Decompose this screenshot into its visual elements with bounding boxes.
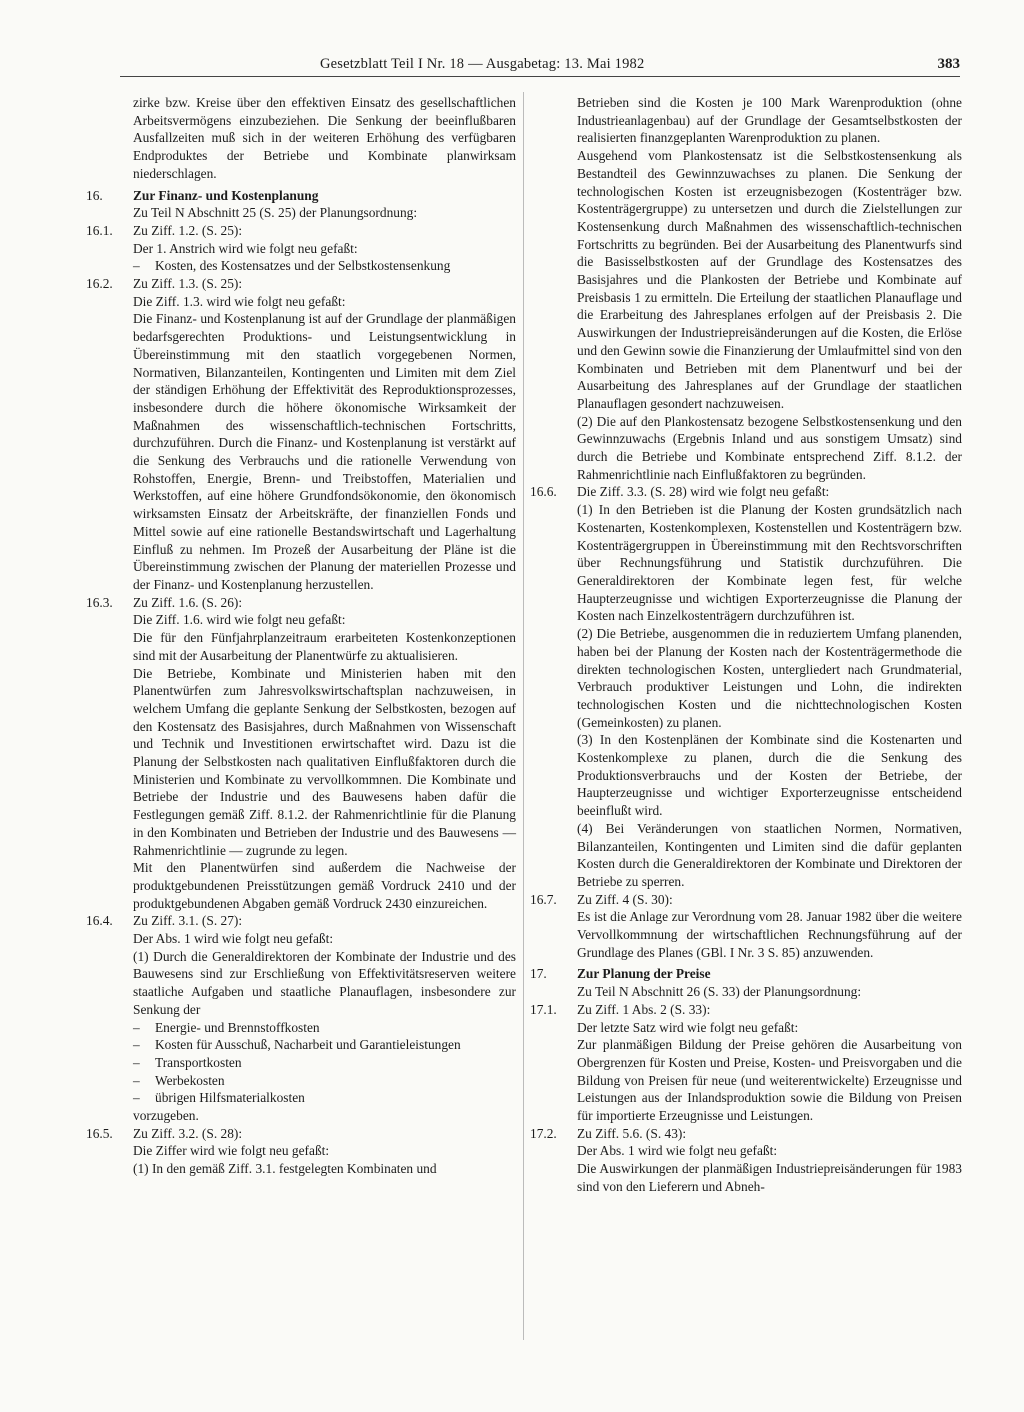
- section-body: (1) In den gemäß Ziff. 3.1. festgelegten Kombinaten und: [133, 1161, 437, 1177]
- section-16-3: [86, 594, 516, 913]
- section-17: [530, 965, 962, 1000]
- dash-item: – Kosten für Ausschuß, Nacharbeit und Garantieleistungen: [133, 1036, 516, 1054]
- section-16-7: [530, 891, 962, 962]
- section-paragraph: Mit den Planentwürfen sind außerdem die Nachweise der produktgebundenen Preisstützungen gemäß Vordruck 2410 und der produktgebundenen Abgaben gemäß Vordruck 2430 einzureichen.: [133, 860, 516, 911]
- section-heading: Zur Finanz- und Kostenplanung: [133, 187, 319, 203]
- dash-item: – Energie- und Brennstoffkosten: [133, 1019, 516, 1037]
- intro-text: zirke bzw. Kreise über den effektiven Einsatz des gesellschaftlichen Arbeitsvermögens einzubeziehen. Die Senkung der beeinflußbaren Ausfallzeiten muß sich in der weiteren Erhöhung des verfügbaren Endproduktes der Betriebe und Kombinate planwirksam niederschlagen.: [133, 95, 516, 181]
- section-body: (1) Durch die Generaldirektoren der Kombinate der Industrie und des Bauwesens sind zur Erschließung von Effektivitätsreserven weitere staatliche Aufgaben und staatliche Planauflagen, insbesondere zur Senkung der: [133, 948, 516, 1017]
- section-heading: Zur Planung der Preise: [577, 966, 711, 982]
- page-header: [120, 56, 960, 77]
- section-ref: Zu Ziff. 4 (S. 30):: [577, 891, 673, 907]
- section-paragraph: Die Betriebe, Kombinate und Ministerien haben mit den Planentwürfen zum Jahresvolkswirtschaftsplan nachzuweisen, in welchem Umfang die geplante Senkung der Selbstkosten, bezogen auf den Kostensatz des Basisjahres, durch Maßnahmen von Wissenschaft und Technik und Investitionen erwirtschaftet wird. Dazu ist die Planung der Selbstkosten nach qualitativen Einflußfaktoren durch die Ministerien und Kombinate zu vervollkommnen. Die Kombinate und Betriebe der Industrie und des Bauwesens haben dafür die Festlegungen gemäß Ziff. 8.1.2. der Rahmenrichtlinie für die Planung in den Kombinaten und Betrieben der Industrie und des Bauwesens — Rahmenrichtlinie — zugrunde zu legen.: [133, 665, 516, 858]
- section-text: Die Ziff. 1.3. wird wie folgt neu gefaßt:: [133, 293, 346, 309]
- section-17-1: [530, 1001, 962, 1125]
- section-paragraph: (2) Die Betriebe, ausgenommen die in reduziertem Umfang planenden, haben bei der Planung der Kosten nach der Kostenträgermethode die direkten technologischen Kosten, untergliedert nach Grundmaterial, Verbrauch produktiver Leistungen und Lohn, die indirekten technologischen Kosten und die nichttechnologischen Kosten (Gemeinkosten) zu planen.: [577, 626, 962, 730]
- section-number: 16.3.: [86, 594, 113, 610]
- section-text: Die Ziff. 1.6. wird wie folgt neu gefaßt:: [133, 612, 346, 628]
- section-body: Die Finanz- und Kostenplanung ist auf der Grundlage der planmäßigen bedarfsgerechten Produktions- und Leistungsentwicklung in Übereinstimmung mit den staatlich vorgegebenen Normen, Normativen, Bilanzanteilen, Kontingenten und Limiten mit dem Ziel der ständigen Erhöhung der Effektivität des Reproduktionsprozesses, insbesondere durch die höhere ökonomische Wirksamkeit der Maßnahmen des wissenschaftlich-technischen Fortschritts, durchzuführen. Durch die Finanz- und Kostenplanung ist verstärkt auf die Senkung des Verbrauchs und die rationelle Verwendung von Rohstoffen, Energie, Brenn- und Treibstoffen, Materialien und Werkstoffen, auf eine höhere Grundfondsökonomie, den ökonomisch wirksamsten Einsatz der Arbeitskräfte, der finanziellen Fonds und Mittel sowie auf eine rationelle Bestandswirtschaft und Lagerhaltung Einfluß zu nehmen. Im Prozeß der Ausarbeitung der Pläne ist die Übereinstimmung zwischen der Planung der materiellen Prozesse und der Finanz- und Kostenplanung herzustellen.: [133, 311, 516, 592]
- section-paragraph: (4) Bei Veränderungen von staatlichen Normen, Normativen, Bilanzanteilen, Kontingenten und Limiten sind die dafür geplanten Kosten durch die Generaldirektoren der Kombinate und Direktoren der Betriebe zu sperren.: [577, 820, 962, 889]
- left-column: [86, 94, 516, 1178]
- right-column: [530, 94, 962, 1196]
- section-number: 17.2.: [530, 1125, 557, 1141]
- section-body: Es ist die Anlage zur Verordnung vom 28. Januar 1982 über die weitere Vervollkommnung der wirtschaftlichen Rechnungsführung auf der Grundlage des Planes (GBl. I Nr. 3 S. 85) anzuwenden.: [577, 909, 962, 960]
- section-text: Der letzte Satz wird wie folgt neu gefaßt:: [577, 1019, 799, 1035]
- column-divider: [523, 92, 524, 1340]
- header-title: Gesetzblatt Teil I Nr. 18 — Ausgabetag: 13. Mai 1982: [320, 56, 645, 72]
- continuation-16-5: [530, 94, 962, 483]
- section-text: Zu Teil N Abschnitt 26 (S. 33) der Planungsordnung:: [577, 984, 862, 1000]
- section-number: 16.1.: [86, 222, 113, 238]
- section-ref: Zu Ziff. 5.6. (S. 43):: [577, 1125, 687, 1141]
- section-16-1: [86, 222, 516, 275]
- section-number: 16.7.: [530, 891, 557, 907]
- section-16-2: [86, 275, 516, 594]
- page-number: 383: [937, 56, 960, 72]
- section-16: [86, 187, 516, 222]
- dash-item: – Transportkosten: [133, 1054, 516, 1072]
- section-text: Der 1. Anstrich wird wie folgt neu gefaßt:: [133, 240, 358, 256]
- section-number: 17.: [530, 966, 547, 982]
- section-tail: vorzugeben.: [133, 1108, 199, 1124]
- section-ref: Zu Ziff. 3.2. (S. 28):: [133, 1125, 243, 1141]
- continuation-text: Betrieben sind die Kosten je 100 Mark Warenproduktion (ohne Industrieanlagenbau) auf der Grundlage der Gesamtselbstkosten der realisierten finanzgeplanten Warenproduktion zu planen.: [577, 95, 962, 146]
- section-body: Die Auswirkungen der planmäßigen Industriepreisänderungen für 1983 sind von den Lieferern und Abneh-: [577, 1161, 962, 1194]
- section-number: 16.6.: [530, 484, 557, 500]
- section-number: 17.1.: [530, 1001, 557, 1017]
- section-16-4: [86, 912, 516, 1124]
- section-text: Der Abs. 1 wird wie folgt neu gefaßt:: [133, 931, 334, 947]
- section-number: 16.: [86, 187, 103, 203]
- section-paragraph: Die für den Fünfjahrplanzeitraum erarbeiteten Kostenkonzeptionen sind mit der Ausarbeitung der Planentwürfe zu aktualisieren.: [133, 630, 516, 663]
- section-ref: Zu Ziff. 1 Abs. 2 (S. 33):: [577, 1001, 711, 1017]
- section-ref: Die Ziff. 3.3. (S. 28) wird wie folgt neu gefaßt:: [577, 484, 830, 500]
- dash-item: – Kosten, des Kostensatzes und der Selbstkostensenkung: [133, 257, 516, 275]
- section-16-5: [86, 1125, 516, 1178]
- continuation-text: Ausgehend vom Plankostensatz ist die Selbstkostensenkung als Bestandteil des Gewinnzuwachses zu planen. Die Senkung der technologischen Kosten ist erzeugnisbezogen (Kostenträger bzw. Kostenträgergruppe) zu untersetzen und durch die Zielstellungen zur Kostensenkung durch Maßnahmen des wissenschaftlich-technischen Fortschritts zu begründen. Bei der Ausarbeitung des Planentwurfs sind die Basisselbstkosten auf der Grundlage des Kostensatzes des Basisjahres und die Plankosten der Betriebe und Kombinate auf Preisbasis 1 zu ermitteln. Die Erteilung der staatlichen Planauflage und die Erarbeitung des Jahresplanes erfolgen auf der Preisbasis 2. Die Auswirkungen der Industriepreisänderungen auf die Kosten, die Erlöse und den Gewinn sowie die Finanzierung der Umlaufmittel sind von den Kombinaten und Betrieben mit dem Planentwurf und bei der Ausarbeitung des Jahresplanes auf der Grundlage der staatlichen Planauflagen gesondert nachzuweisen.: [577, 148, 962, 411]
- section-text: Die Ziffer wird wie folgt neu gefaßt:: [133, 1143, 330, 1159]
- section-body: Zur planmäßigen Bildung der Preise gehören die Ausarbeitung von Obergrenzen für Kosten und Preise, Kosten- und Preisvorgaben und die Bildung von Preisen für neue (und weiterentwickelte) Erzeugnisse und Leistungen aus der Inlandsproduktion sowie die Bildung von Preisen für importierte Erzeugnisse und Leistungen.: [577, 1037, 962, 1124]
- dash-item: – Werbekosten: [133, 1072, 516, 1090]
- section-ref: Zu Ziff. 1.3. (S. 25):: [133, 276, 243, 292]
- section-paragraph: (1) In den Betrieben ist die Planung der Kosten grundsätzlich nach Kostenarten, Kostenkomplexen, Kostenstellen und Kostenträgern bzw. Kostenträgergruppen in Übereinstimmung mit den Rechtsvorschriften über Rechnungsführung und Statistik durchzuführen. Die Generaldirektoren der Kombinate legen fest, für welche Haupterzeugnisse und wichtigen Exporterzeugnisse die Planung der Kosten nach Einzelkostenträgern durchzuführen ist.: [577, 502, 962, 624]
- section-text: Der Abs. 1 wird wie folgt neu gefaßt:: [577, 1143, 778, 1159]
- section-16-6: [530, 483, 962, 890]
- section-text: Zu Teil N Abschnitt 25 (S. 25) der Planungsordnung:: [133, 205, 418, 221]
- section-number: 16.5.: [86, 1125, 113, 1141]
- section-paragraph: (3) In den Kostenplänen der Kombinate sind die Kostenarten und Kostenkomplexe zu planen, durch die die Senkung des Produktionsverbrauchs und der Kosten der Betriebe, der Haupterzeugnisse und wichtiger Exporterzeugnisse entscheidend beeinflußt wird.: [577, 732, 962, 819]
- continuation-text: (2) Die auf den Plankostensatz bezogene Selbstkostensenkung und den Gewinnzuwachs (Ergebnis Inland und aus sonstigem Umsatz) sind durch die Betriebe und Kombinate entsprechend Ziff. 8.1.2. der Rahmenrichtlinie nach Einflußfaktoren zu begründen.: [577, 413, 962, 482]
- section-ref: Zu Ziff. 1.2. (S. 25):: [133, 222, 243, 238]
- section-ref: Zu Ziff. 3.1. (S. 27):: [133, 913, 243, 929]
- section-17-2: [530, 1125, 962, 1196]
- section-ref: Zu Ziff. 1.6. (S. 26):: [133, 594, 243, 610]
- dash-item: – übrigen Hilfsmaterialkosten: [133, 1089, 516, 1107]
- section-number: 16.2.: [86, 276, 113, 292]
- intro-paragraph: [86, 94, 516, 183]
- section-number: 16.4.: [86, 913, 113, 929]
